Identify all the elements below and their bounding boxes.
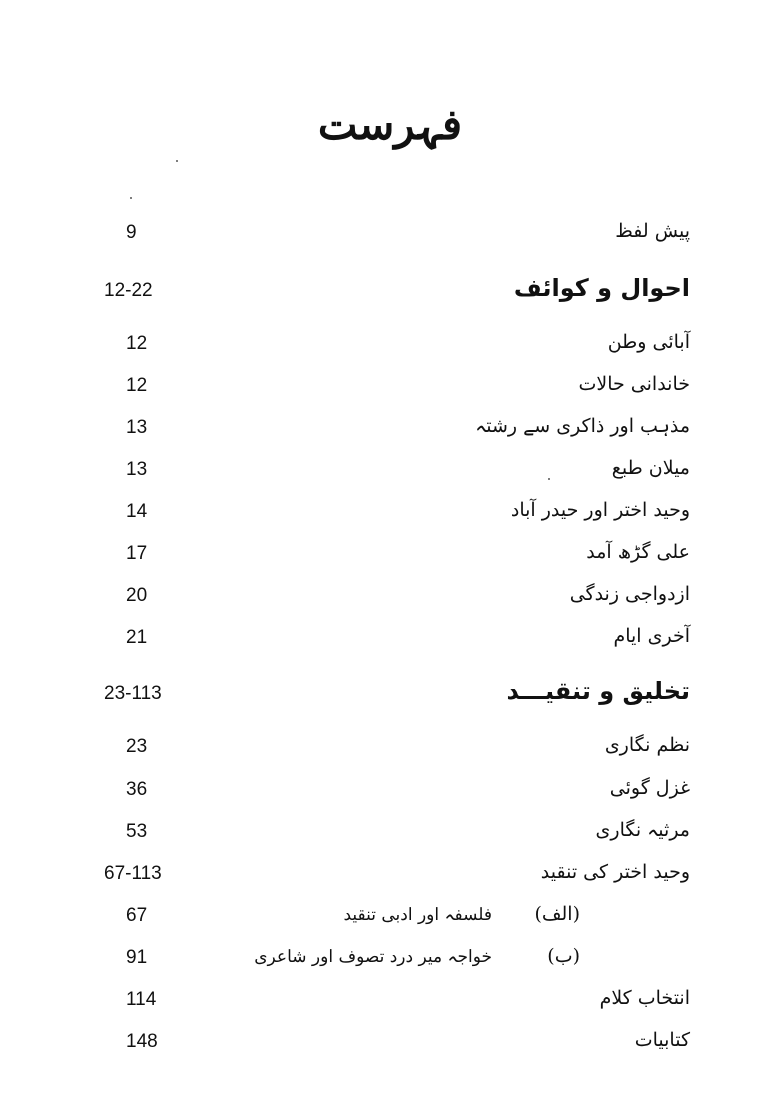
toc-entry[interactable]	[0, 409, 780, 449]
entry-label: خاندانی حالات	[578, 373, 690, 395]
entry-page: 9	[126, 222, 137, 243]
entry-page: 12	[126, 375, 148, 396]
page-title: فہرست	[317, 100, 463, 149]
entry-label: ازدواجی زندگی	[569, 583, 690, 605]
toc-section-heading-1[interactable]	[0, 272, 780, 312]
entry-page: 148	[126, 1031, 158, 1052]
toc-entry[interactable]	[0, 855, 780, 895]
entry-label: آخری ایام	[613, 625, 690, 647]
toc-entry[interactable]	[0, 577, 780, 617]
entry-label: وحید اختر اور حیدر آباد	[510, 499, 690, 521]
scan-speck	[130, 197, 132, 199]
entry-label: انتخاب کلام	[599, 987, 690, 1009]
toc-subentry[interactable]	[0, 939, 780, 979]
entry-label: میلان طبع	[611, 457, 690, 479]
section-page-range: 23-113	[104, 683, 162, 704]
entry-page: 21	[126, 627, 148, 648]
entry-page: 13	[126, 417, 148, 438]
entry-label: علی گڑھ آمد	[586, 541, 690, 563]
entry-label: وحید اختر کی تنقید	[540, 861, 690, 883]
subentry-marker: (ب)	[547, 945, 580, 967]
entry-label: پیش لفظ	[615, 220, 690, 242]
toc-entry[interactable]	[0, 771, 780, 811]
toc-entry[interactable]	[0, 981, 780, 1021]
toc-entry-preface[interactable]	[0, 214, 780, 254]
toc-entry[interactable]	[0, 493, 780, 533]
entry-page: 12	[126, 333, 148, 354]
toc-entry[interactable]	[0, 728, 780, 768]
toc-entry[interactable]	[0, 367, 780, 407]
toc-entry[interactable]	[0, 325, 780, 365]
entry-page-range: 67-113	[104, 863, 162, 884]
section-page-range: 12-22	[104, 280, 153, 301]
entry-label: آبائی وطن	[607, 331, 690, 353]
entry-label: مرثیہ نگاری	[595, 819, 690, 841]
subentry-marker: (الف)	[534, 903, 580, 925]
toc-entry[interactable]	[0, 1023, 780, 1063]
toc-section-heading-2[interactable]	[0, 675, 780, 715]
entry-page: 14	[126, 501, 148, 522]
toc-entry[interactable]	[0, 535, 780, 575]
entry-label: غزل گوئی	[609, 777, 690, 799]
entry-page: 20	[126, 585, 148, 606]
subentry-label: فلسفہ اور ادبی تنقید	[343, 905, 492, 925]
entry-label: نظم نگاری	[604, 734, 690, 756]
entry-page: 91	[126, 947, 148, 968]
entry-page: 36	[126, 779, 148, 800]
entry-page: 23	[126, 736, 148, 757]
entry-page: 67	[126, 905, 148, 926]
section-heading: احوال و کوائف	[513, 274, 690, 302]
section-heading: تخلیق و تنقیـــد	[506, 677, 690, 705]
entry-page: 114	[126, 989, 157, 1010]
entry-page: 53	[126, 821, 148, 842]
toc-entry[interactable]	[0, 451, 780, 491]
toc-entry[interactable]	[0, 813, 780, 853]
entry-label: مذہب اور ذاکری سے رشتہ	[475, 415, 690, 437]
scan-speck	[176, 160, 178, 162]
entry-page: 13	[126, 459, 148, 480]
entry-page: 17	[126, 543, 148, 564]
subentry-label: خواجہ میر درد تصوف اور شاعری	[254, 947, 492, 967]
entry-label: کتابیات	[634, 1029, 690, 1051]
toc-entry[interactable]	[0, 619, 780, 659]
toc-subentry[interactable]	[0, 897, 780, 937]
